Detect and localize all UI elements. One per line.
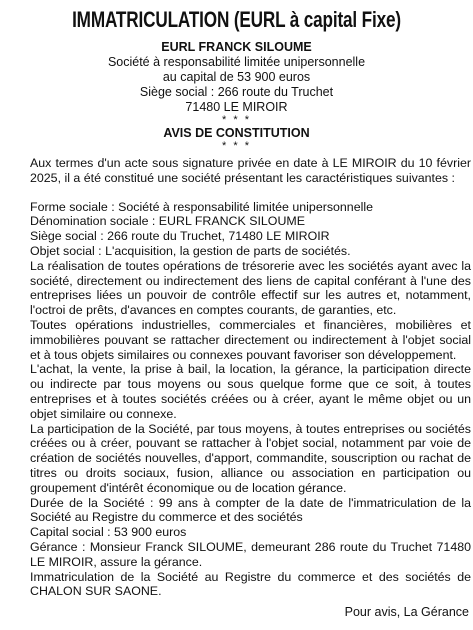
notice-body <box>0 156 473 599</box>
intro-paragraph: Aux termes d'un acte sous signature privée en date à LE MIROIR du 10 février 2025, il a été constitué une société présentant les caractéristiques suivantes : <box>30 156 471 185</box>
company-line-address: Siège social : 266 route du Truchet <box>139 85 334 99</box>
capital-line: Capital social : 53 900 euros <box>30 525 187 540</box>
signature-line: Pour avis, La Gérance <box>344 605 469 620</box>
immatriculation-paragraph: Immatriculation de la Société au Registre du commerce et des sociétés de CHALON SUR SAONE. <box>30 569 471 599</box>
objet-paragraph-operations: Toutes opérations industrielles, commerciales et financières, mobilières et immobilières pouvant se rattacher directement ou indirectement à l'objet social et à tous objets similaires ou connexes pouvant favoriser son développement. <box>30 317 471 362</box>
company-line-city: 71480 LE MIROIR <box>185 100 288 114</box>
paragraph-gap <box>30 186 471 200</box>
separator-stars-bottom: * * * <box>222 140 251 152</box>
gerance-paragraph: Gérance : Monsieur Franck SILOUME, demeurant 286 route du Truchet 71480 LE MIROIR, assure la gérance. <box>30 539 471 569</box>
objet-paragraph-participation: La participation de la Société, par tous moyens, à toutes entreprises ou sociétés créées ou à créer, pouvant se rattacher à l'objet social, notamment par voie de création de sociétés nouvelles, d'apport, commandite, souscription ou rachat de titres ou droits sociaux, fusion, alliance ou association en participation ou groupement d'intérêt économique ou de location gérance. <box>30 421 471 495</box>
notice-subtitle: AVIS DE CONSTITUTION <box>163 126 310 140</box>
company-block <box>0 40 473 152</box>
siege-social-line: Siège social : 266 route du Truchet, 71480 LE MIROIR <box>30 229 330 244</box>
notice-main-title: IMMATRICULATION (EURL à capital Fixe) <box>72 7 401 32</box>
duree-paragraph: Durée de la Société : 99 ans à compter de la date de l'immatriculation de la Société au Registre du commerce et des sociétés <box>30 495 471 525</box>
objet-paragraph-treasury: La réalisation de toutes opérations de trésorerie avec les sociétés ayant avec la société, directement ou indirectement des liens de capital conférant à l'une des entreprises liées un pouvoir de contrôle effectif sur les autres et, notamment, l'octroi de prêts, d'avances en comptes courants, de garanties, etc. <box>30 258 471 318</box>
objet-paragraph-purchase: L'achat, la vente, la prise à bail, la location, la gérance, la participation directe ou indirecte par tous moyens ou sous quelque forme que ce soit, à toutes entreprises et à toutes sociétés créées ou à créer, ayant le même objet ou un objet similaire ou connexe. <box>30 362 471 421</box>
company-line-capital: au capital de 53 900 euros <box>162 70 311 84</box>
company-line-legal-form: Société à responsabilité limitée unipersonnelle <box>107 55 366 69</box>
company-name: EURL FRANCK SILOUME <box>161 40 312 54</box>
objet-social-line: Objet social : L'acquisition, la gestion de parts de sociétés. <box>30 243 351 258</box>
forme-sociale-line: Forme sociale : Société à responsabilité limitée unipersonnelle <box>30 199 373 214</box>
separator-stars-top: * * * <box>222 114 251 126</box>
denomination-line: Dénomination sociale : EURL FRANCK SILOUME <box>30 214 305 229</box>
